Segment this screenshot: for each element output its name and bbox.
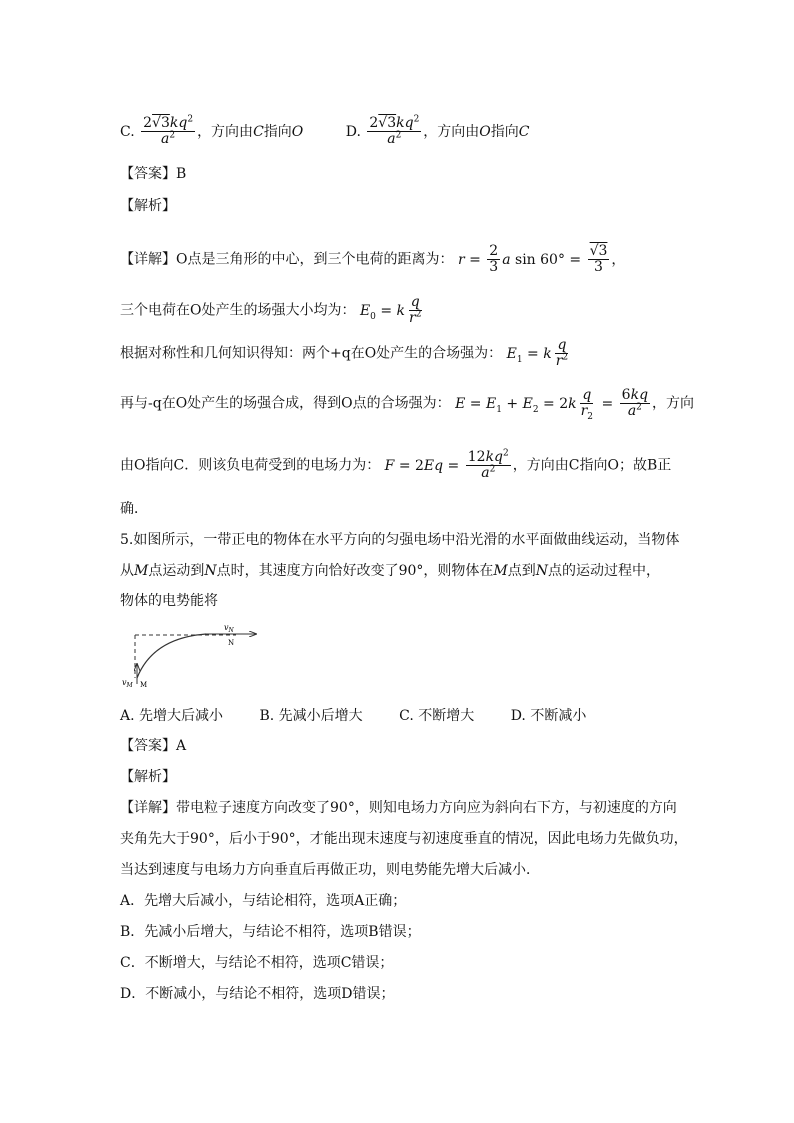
q4-detail-line1: 【详解】O点是三角形的中心，到三个电荷的距离为： r = $\frac{2}{3}$ a sin 60° = $\frac{√3}{3}$ ， [120,243,626,275]
q4-detail-line6: 确． [120,501,148,517]
q5-trajectory-figure [118,618,268,693]
formula-2root3kq2-over-a2: $\frac{2√3kq^2}{a^2}$ [369,114,420,147]
q5-option-c: C. 不断增大 [399,708,475,724]
trajectory-curve [137,634,206,678]
q5-check-d: D．不断减小，与结论不相符，选项D错误； [120,986,395,1002]
q4-detail-line2: 三个电荷在O处产生的场强大小均为： $E_0 = k$ $\frac{q}{r^2}$ [120,295,425,326]
q5-detail-line2: 夹角先大于90°，后小于90°，才能出现末速度与初速度垂直的情况，因此电场力先做负功， [120,831,688,847]
formula-e0: $E_0 = k$ $\frac{q}{r^2}$ [359,294,422,326]
label-vm: $v_M$ [122,678,133,689]
formula-e1: $E_1 = k$ $\frac{q}{r^2}$ [506,337,569,369]
q5-stem-line2: 从M点运动到N点时，其速度方向恰好改变了90°，则物体在M点到N点的运动过程中， [120,563,661,579]
q5-detail-line3: 当达到速度与电场力方向垂直后再做正功，则电势能先增大后减小． [120,862,540,878]
formula-r: r = $\frac{2}{3}$ a sin 60° = $\frac{√3}{3}$ ， [457,243,626,275]
q4-detail-line4: 再与-q在O处产生的场强合成，得到O点的合场强为： $E = E_1 + E_2 = 2k$ $\frac{q}{r_2}$ = $\frac{6kq}{a^2}$ ，方向 [120,387,695,422]
q5-check-c: C．不断增大，与结论不相符，选项C错误； [120,955,394,971]
q5-stem-line1: 5.如图所示，一带正电的物体在水平方向的匀强电场中沿光滑的水平面做曲线运动，当物体 [120,532,680,548]
q5-analysis-label: 【解析】 [120,769,176,785]
q5-answer: 【答案】A [120,738,187,754]
formula-e-total: $E = E_1 + E_2 = 2k$ $\frac{q}{r_2}$ = $\frac{6kq}{a^2}$ [455,387,649,422]
q4-detail-line3: 根据对称性和几何知识得知：两个+q在O处产生的合场强为： $E_1 = k$ $\frac{q}{r^2}$ [120,338,572,369]
q5-stem-line3: 物体的电势能将 [120,593,218,609]
q4-analysis-label: 【解析】 [120,198,176,214]
q4-option-d: D. $\frac{2√3kq^2}{a^2}$ ，方向由O指向C [345,114,530,147]
q5-detail-line1: 【详解】带电粒子速度方向改变了90°，则知电场力方向应为斜向右下方，与初速度的方向 [120,800,677,816]
q5-check-b: B．先减小后增大，与结论不相符，选项B错误； [120,924,421,940]
q4-options-row [120,116,530,147]
q5-check-a: A．先增大后减小，与结论相符，选项A正确； [120,893,407,909]
label-vn: $v_N$ [224,623,234,634]
formula-f: F = 2Eq = $\frac{12kq^2}{a^2}$ [384,448,509,481]
q5-option-b: B. 先减小后增大 [259,708,363,724]
q5-option-a: A. 先增大后减小 [120,708,224,724]
q5-options-row [120,706,586,726]
q4-answer: 【答案】B [120,166,187,182]
label-n: N [228,639,235,647]
label-m: M [140,681,148,689]
q5-option-d: D. 不断减小 [510,708,587,724]
q4-option-c: C. $\frac{2√3kq^2}{a^2}$ ，方向由C指向O [120,114,304,147]
formula-2root3kq2-over-a2: $\frac{2√3kq^2}{a^2}$ [143,114,194,147]
q4-detail-line5: 由O指向C．则该负电荷受到的电场力为： F = 2Eq = $\frac{12kq^2}{a^2}$ ，方向由C指向O；故B正 [120,448,672,481]
